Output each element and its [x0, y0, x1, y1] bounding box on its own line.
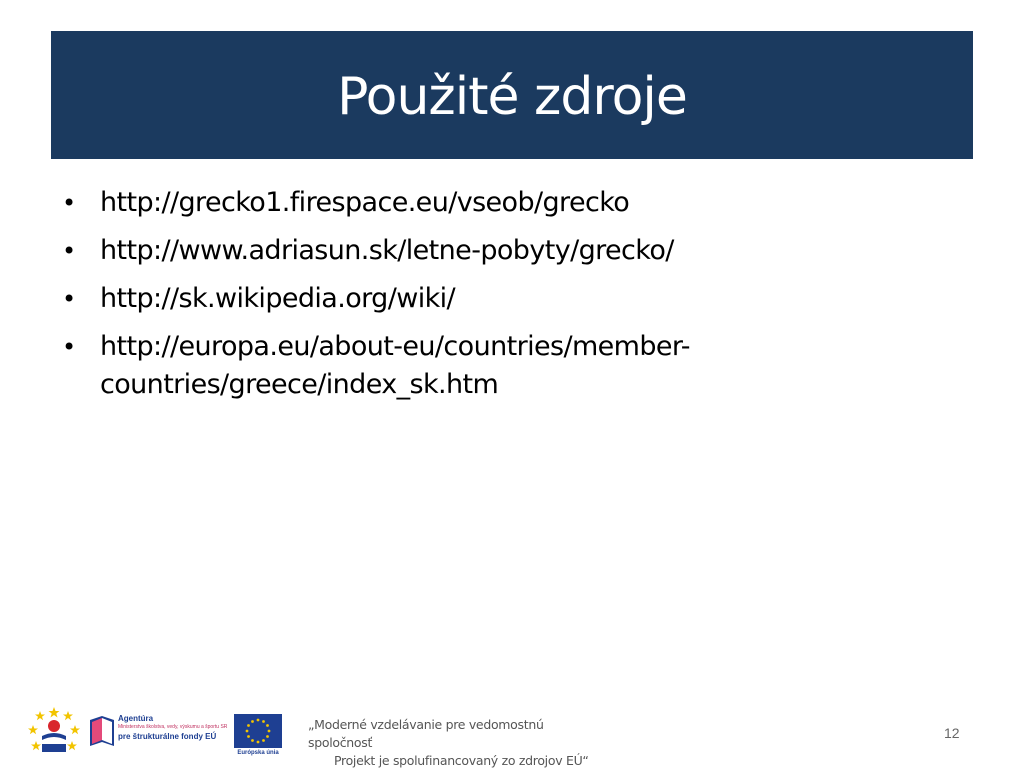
page-number: 12 — [944, 725, 960, 741]
list-item — [60, 184, 780, 222]
source-link[interactable]: http://grecko1.firespace.eu/vseob/grecko — [100, 187, 630, 218]
source-link[interactable]: http://sk.wikipedia.org/wiki/ — [100, 283, 456, 314]
title-bar — [51, 31, 973, 159]
list-item — [60, 280, 780, 318]
eu-logo — [234, 714, 282, 762]
list-item — [60, 232, 780, 270]
motto-line-2: Projekt je spolufinancovaný zo zdrojov EÚ“ — [334, 753, 589, 768]
eu-label: Európska únia — [237, 750, 279, 756]
slide-title: Použité zdroje — [337, 67, 687, 127]
bullet-icon: • — [62, 189, 76, 217]
source-link[interactable]: http://www.adriasun.sk/letne-pobyty/grecko/ — [100, 235, 674, 266]
project-motto — [308, 716, 608, 770]
agency-logo — [88, 710, 256, 754]
bullet-icon: • — [62, 333, 76, 361]
source-link-line2: countries/greece/index_sk.htm — [100, 369, 499, 400]
bullet-icon: • — [62, 237, 76, 265]
eu-flag-icon — [234, 714, 282, 748]
sources-list — [60, 184, 780, 414]
operacny-program-logo-icon — [28, 706, 80, 760]
agency-book-icon — [88, 714, 116, 750]
agency-ministry: Ministerstva školstva, vedy, výskumu a športu SR — [118, 724, 228, 730]
list-item — [60, 328, 780, 404]
motto-line-1: „Moderné vzdelávanie pre vedomostnú spoločnosť — [308, 717, 544, 750]
agency-purpose: pre štrukturálne fondy EÚ — [118, 732, 217, 741]
source-link-line1: http://europa.eu/about-eu/countries/member- — [100, 331, 690, 362]
agency-name: Agentúra — [118, 714, 154, 723]
bullet-icon: • — [62, 285, 76, 313]
source-link[interactable] — [100, 331, 690, 400]
